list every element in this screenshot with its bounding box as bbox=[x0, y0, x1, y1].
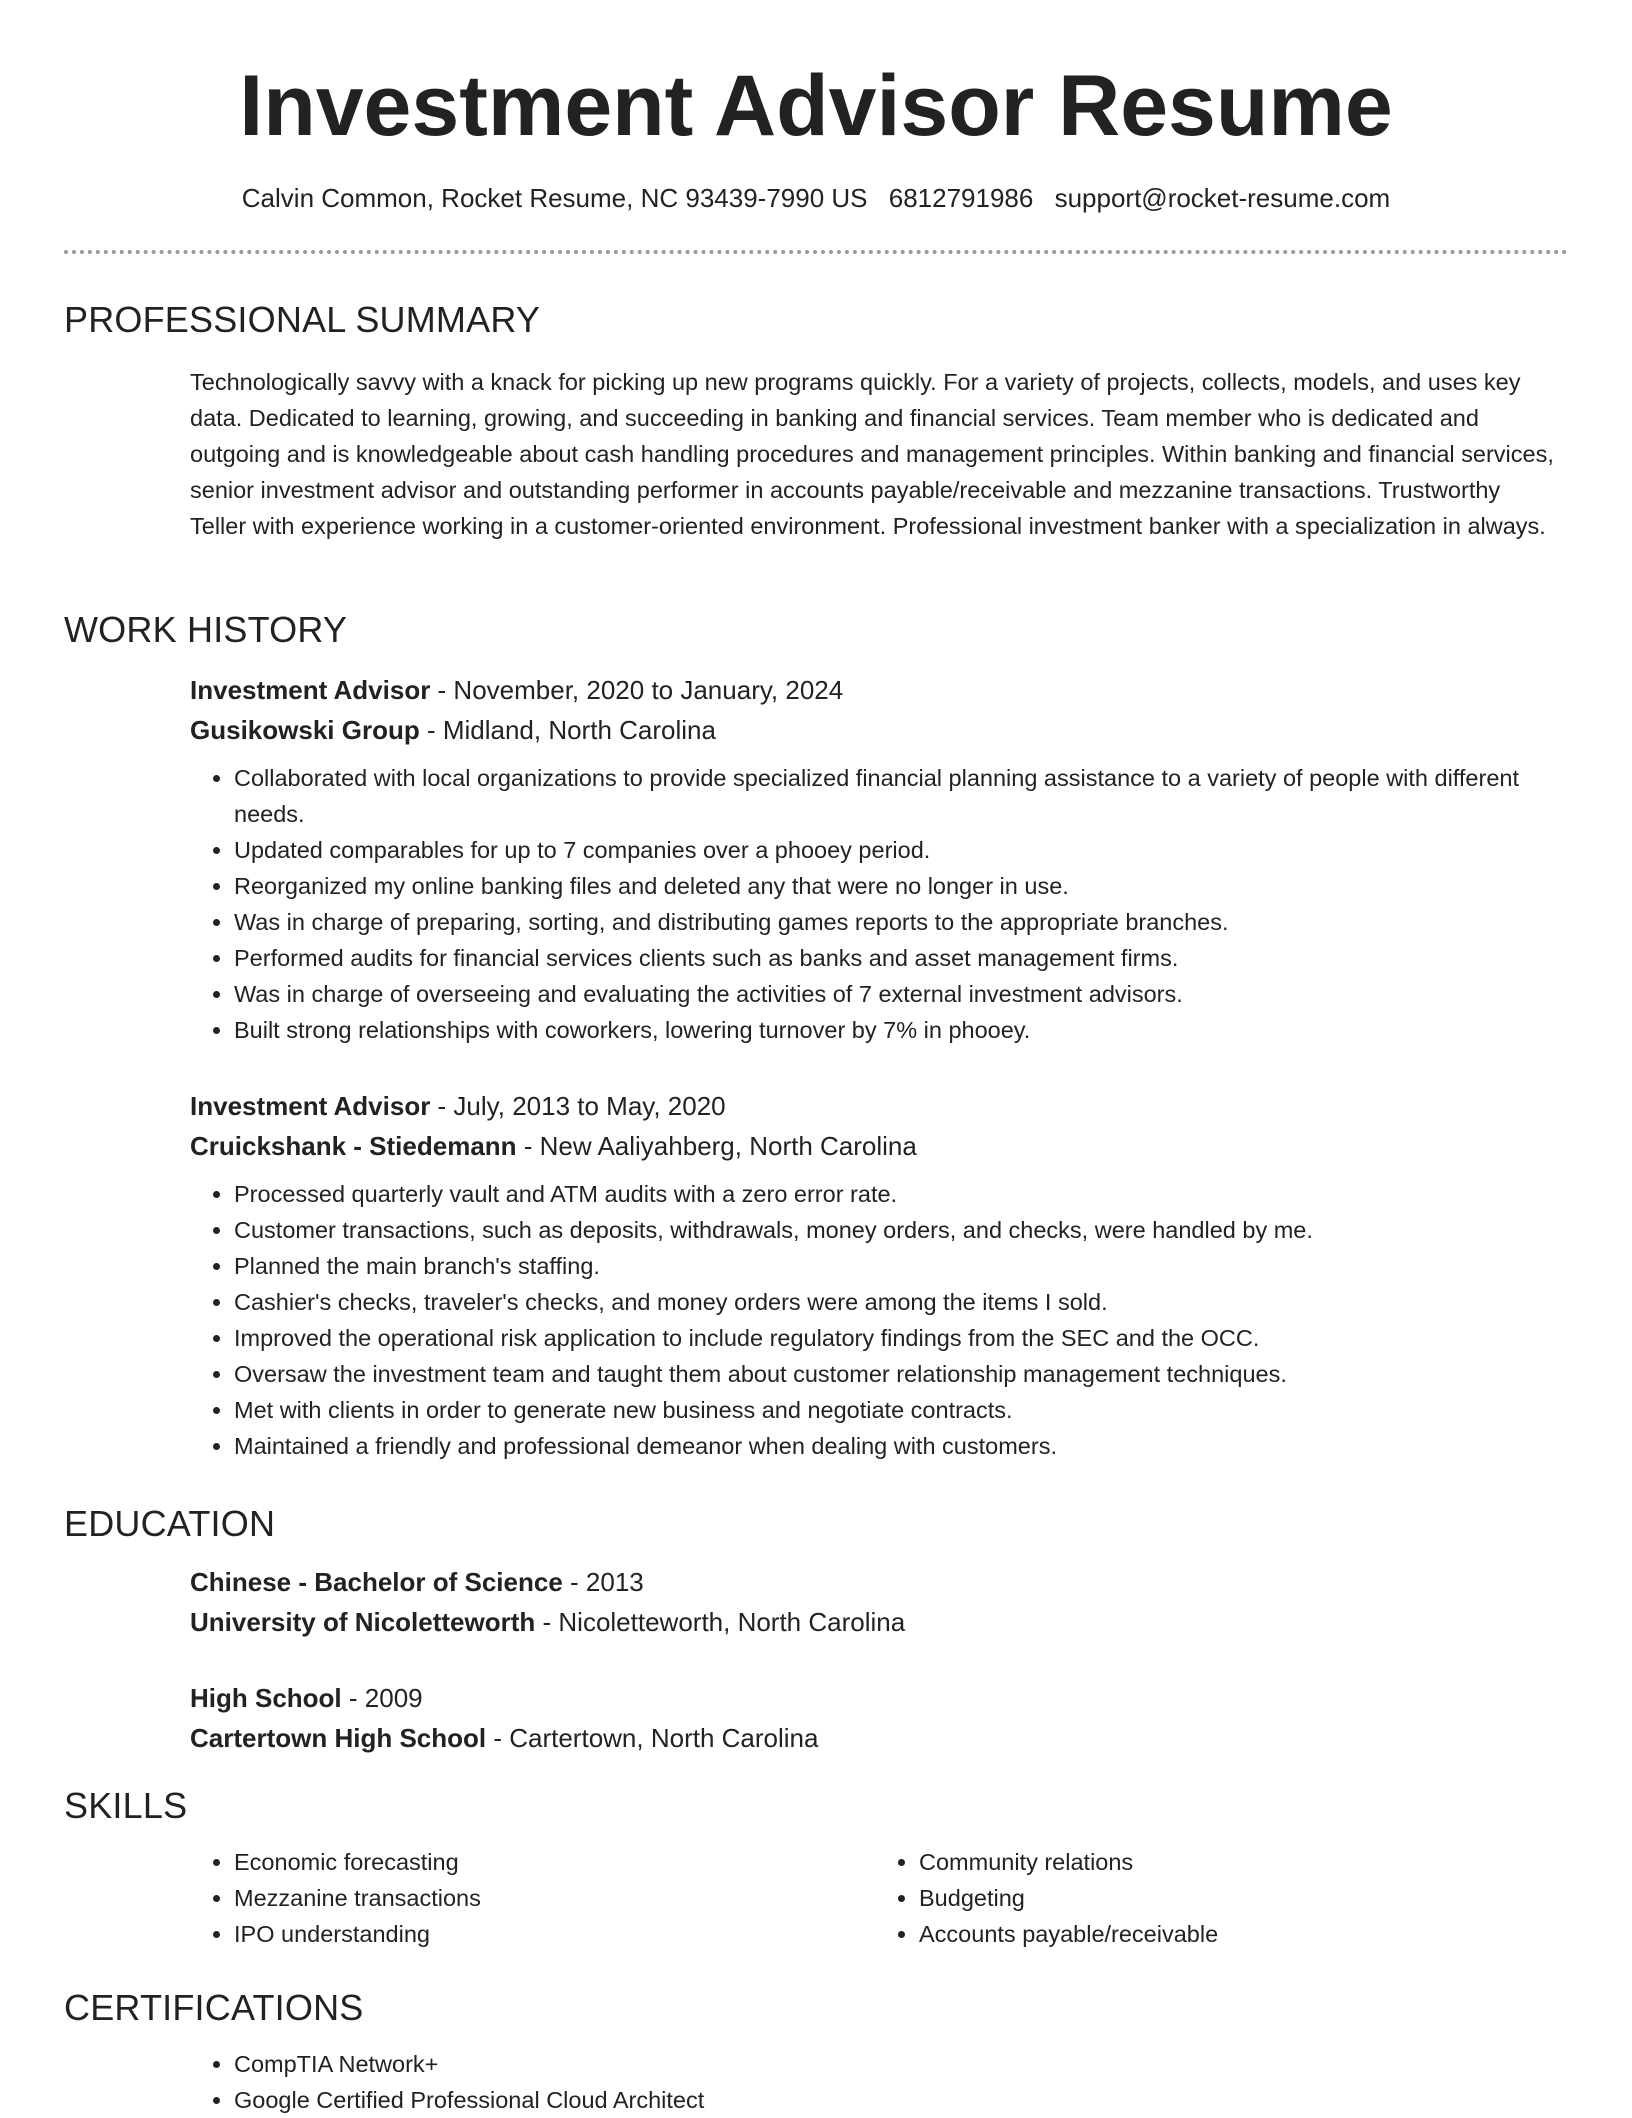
education-degree-line bbox=[190, 1562, 1560, 1602]
job-bullet: • Collaborated with local organizations to provide specialized financial planning assistance to a variety of people with different needs. bbox=[234, 760, 1560, 832]
certification-item: • CompTIA Network+ bbox=[234, 2046, 1560, 2082]
job-bullet: • Processed quarterly vault and ATM audits with a zero error rate. bbox=[234, 1176, 1560, 1212]
job-company: Cruickshank - Stiedemann bbox=[190, 1131, 517, 1161]
education-year: - 2009 bbox=[341, 1683, 423, 1713]
job-bullet: • Customer transactions, such as deposits, withdrawals, money orders, and checks, were handled by me. bbox=[234, 1212, 1560, 1248]
job-entry bbox=[190, 670, 1560, 1048]
certifications-list bbox=[190, 2046, 1560, 2118]
education-year: - 2013 bbox=[562, 1567, 644, 1597]
contact-line bbox=[0, 181, 1632, 215]
skill-item: • Budgeting bbox=[919, 1880, 1560, 1916]
job-bullets bbox=[190, 760, 1560, 1048]
job-title: Investment Advisor bbox=[190, 675, 431, 705]
summary-text: Technologically savvy with a knack for picking up new programs quickly. For a variety of projects, collects, models, and uses key data. Dedicated to learning, growing, and succeeding in banking and financial services. Team member who is dedicated and outgoing and is knowledgeable about cash handling procedures and management principles. Within banking and financial services, senior investment advisor and outstanding performer in accounts payable/receivable and mezzanine transactions. Trustworthy Teller with experience working in a customer-oriented environment. Professional investment banker with a specialization in always. bbox=[190, 369, 1554, 539]
education-school-line bbox=[190, 1718, 1560, 1758]
education-location: - Nicoletteworth, North Carolina bbox=[535, 1607, 906, 1637]
job-bullet: • Met with clients in order to generate new business and negotiate contracts. bbox=[234, 1392, 1560, 1428]
certification-item: • Google Certified Professional Cloud Architect bbox=[234, 2082, 1560, 2118]
job-bullet: • Cashier's checks, traveler's checks, and money orders were among the items I sold. bbox=[234, 1284, 1560, 1320]
certifications-heading: CERTIFICATIONS bbox=[64, 1987, 364, 2028]
job-bullet: • Maintained a friendly and professional demeanor when dealing with customers. bbox=[234, 1428, 1560, 1464]
job-dates: - November, 2020 to January, 2024 bbox=[430, 675, 844, 705]
job-title-line bbox=[190, 1086, 1560, 1126]
skill-item: • Community relations bbox=[919, 1844, 1560, 1880]
job-title: Investment Advisor bbox=[190, 1091, 431, 1121]
summary-heading: PROFESSIONAL SUMMARY bbox=[64, 299, 541, 340]
summary-section bbox=[64, 298, 1568, 544]
skill-item: • Accounts payable/receivable bbox=[919, 1916, 1560, 1952]
job-title-line bbox=[190, 670, 1560, 710]
skills-heading: SKILLS bbox=[64, 1785, 188, 1826]
job-bullet: • Updated comparables for up to 7 companies over a phooey period. bbox=[234, 832, 1560, 868]
job-bullet: • Performed audits for financial services clients such as banks and asset management firms. bbox=[234, 940, 1560, 976]
education-degree: Chinese - Bachelor of Science bbox=[190, 1567, 563, 1597]
job-bullet: • Oversaw the investment team and taught them about customer relationship management techniques. bbox=[234, 1356, 1560, 1392]
contact-email: support@rocket-resume.com bbox=[1054, 183, 1391, 213]
header-divider bbox=[64, 250, 1568, 254]
skills-list-left bbox=[190, 1844, 875, 1952]
skills-columns bbox=[190, 1844, 1560, 1952]
job-bullet: • Was in charge of preparing, sorting, and distributing games reports to the appropriate branches. bbox=[234, 904, 1560, 940]
work-history-heading: WORK HISTORY bbox=[64, 609, 348, 650]
job-bullet: • Improved the operational risk application to include regulatory findings from the SEC and the OCC. bbox=[234, 1320, 1560, 1356]
job-bullet: • Reorganized my online banking files and deleted any that were no longer in use. bbox=[234, 868, 1560, 904]
education-school: Cartertown High School bbox=[190, 1723, 487, 1753]
job-location: - Midland, North Carolina bbox=[419, 715, 716, 745]
education-heading: EDUCATION bbox=[64, 1503, 276, 1544]
education-degree: High School bbox=[190, 1683, 342, 1713]
work-history-section bbox=[64, 608, 1568, 1464]
education-section bbox=[64, 1502, 1568, 1758]
skill-item: • Economic forecasting bbox=[234, 1844, 875, 1880]
contact-phone: 6812791986 bbox=[888, 183, 1034, 213]
skills-list-right bbox=[875, 1844, 1560, 1952]
job-company-line bbox=[190, 710, 1560, 750]
job-bullet: • Was in charge of overseeing and evaluating the activities of 7 external investment advisors. bbox=[234, 976, 1560, 1012]
education-school-line bbox=[190, 1602, 1560, 1642]
job-location: - New Aaliyahberg, North Carolina bbox=[516, 1131, 917, 1161]
resume-title: Investment Advisor Resume bbox=[239, 58, 1393, 154]
job-entry bbox=[190, 1086, 1560, 1464]
education-entry bbox=[190, 1678, 1560, 1758]
education-entry bbox=[190, 1562, 1560, 1642]
job-bullet: • Planned the main branch's staffing. bbox=[234, 1248, 1560, 1284]
education-location: - Cartertown, North Carolina bbox=[486, 1723, 819, 1753]
job-dates: - July, 2013 to May, 2020 bbox=[430, 1091, 726, 1121]
contact-address: Calvin Common, Rocket Resume, NC 93439-7990 US bbox=[241, 183, 868, 213]
certifications-section bbox=[64, 1986, 1568, 2118]
education-school: University of Nicoletteworth bbox=[190, 1607, 536, 1637]
job-company: Gusikowski Group bbox=[190, 715, 420, 745]
job-bullets bbox=[190, 1176, 1560, 1464]
skill-item: • IPO understanding bbox=[234, 1916, 875, 1952]
job-bullet: • Built strong relationships with coworkers, lowering turnover by 7% in phooey. bbox=[234, 1012, 1560, 1048]
skills-section bbox=[64, 1784, 1568, 1952]
job-company-line bbox=[190, 1126, 1560, 1166]
skill-item: • Mezzanine transactions bbox=[234, 1880, 875, 1916]
education-degree-line bbox=[190, 1678, 1560, 1718]
